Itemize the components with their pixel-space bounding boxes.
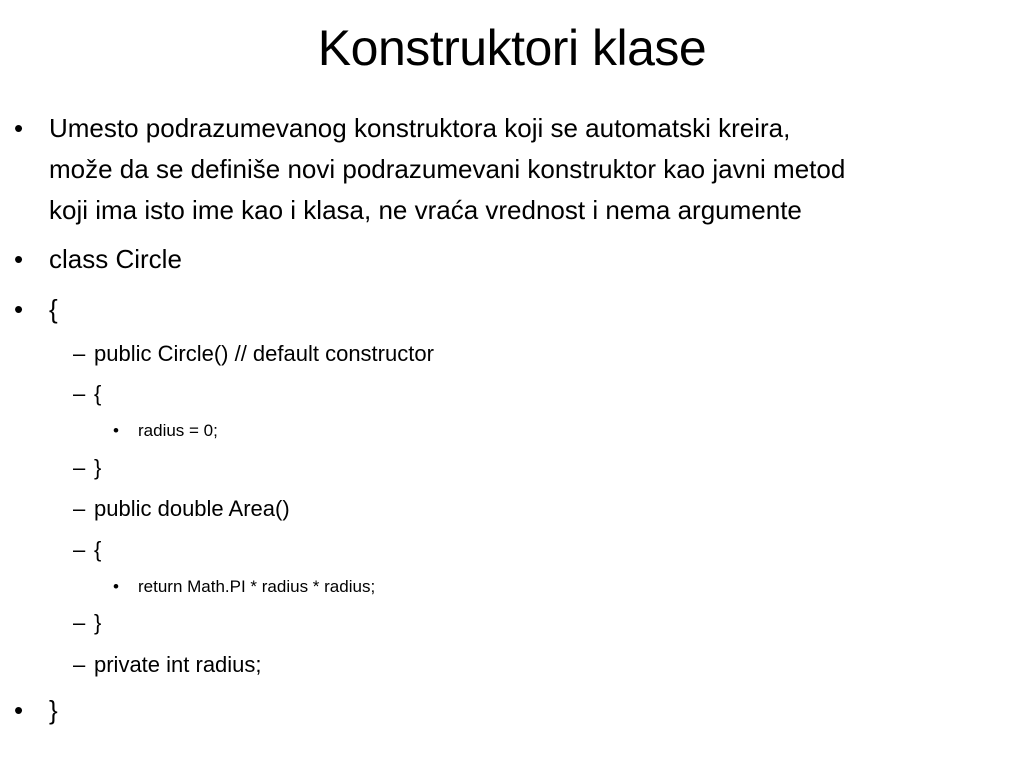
sub-sub-item-text: return Math.PI * radius * radius; [138,577,376,596]
bullet-marker: • [14,113,24,143]
dash-marker: – [73,341,86,366]
dash-marker: – [73,381,86,406]
dash-marker: – [73,537,86,562]
sub-item-text: public double Area() [94,496,290,521]
sub-item-text: { [94,381,102,406]
bullet-marker: • [14,244,24,274]
sub-item-text: } [94,610,102,635]
dash-marker: – [73,610,86,635]
bullet-text: } [49,695,58,725]
bullet-marker: • [113,577,119,596]
slide-title: Konstruktori klase [317,20,707,76]
sub-item-text: private int radius; [94,652,262,677]
dash-marker: – [73,455,86,480]
sub-item-text: public Circle() // default constructor [94,341,434,366]
bullet-text: { [49,294,58,324]
bullet-marker: • [113,421,119,440]
dash-marker: – [73,652,86,677]
bullet-marker: • [14,294,24,324]
bullet-text: class Circle [49,244,182,274]
bullet-text-line-3: koji ima isto ime kao i klasa, ne vraća vrednost i nema argumente [49,195,802,225]
bullet-text-line-1: Umesto podrazumevanog konstruktora koji se automatski kreira, [49,113,791,143]
sub-sub-item-text: radius = 0; [138,421,218,440]
dash-marker: – [73,496,86,521]
bullet-marker: • [14,695,24,725]
sub-item-text: } [94,455,102,480]
bullet-text-line-2: može da se definiše novi podrazumevani konstruktor kao javni metod [49,154,846,184]
sub-item-text: { [94,537,102,562]
